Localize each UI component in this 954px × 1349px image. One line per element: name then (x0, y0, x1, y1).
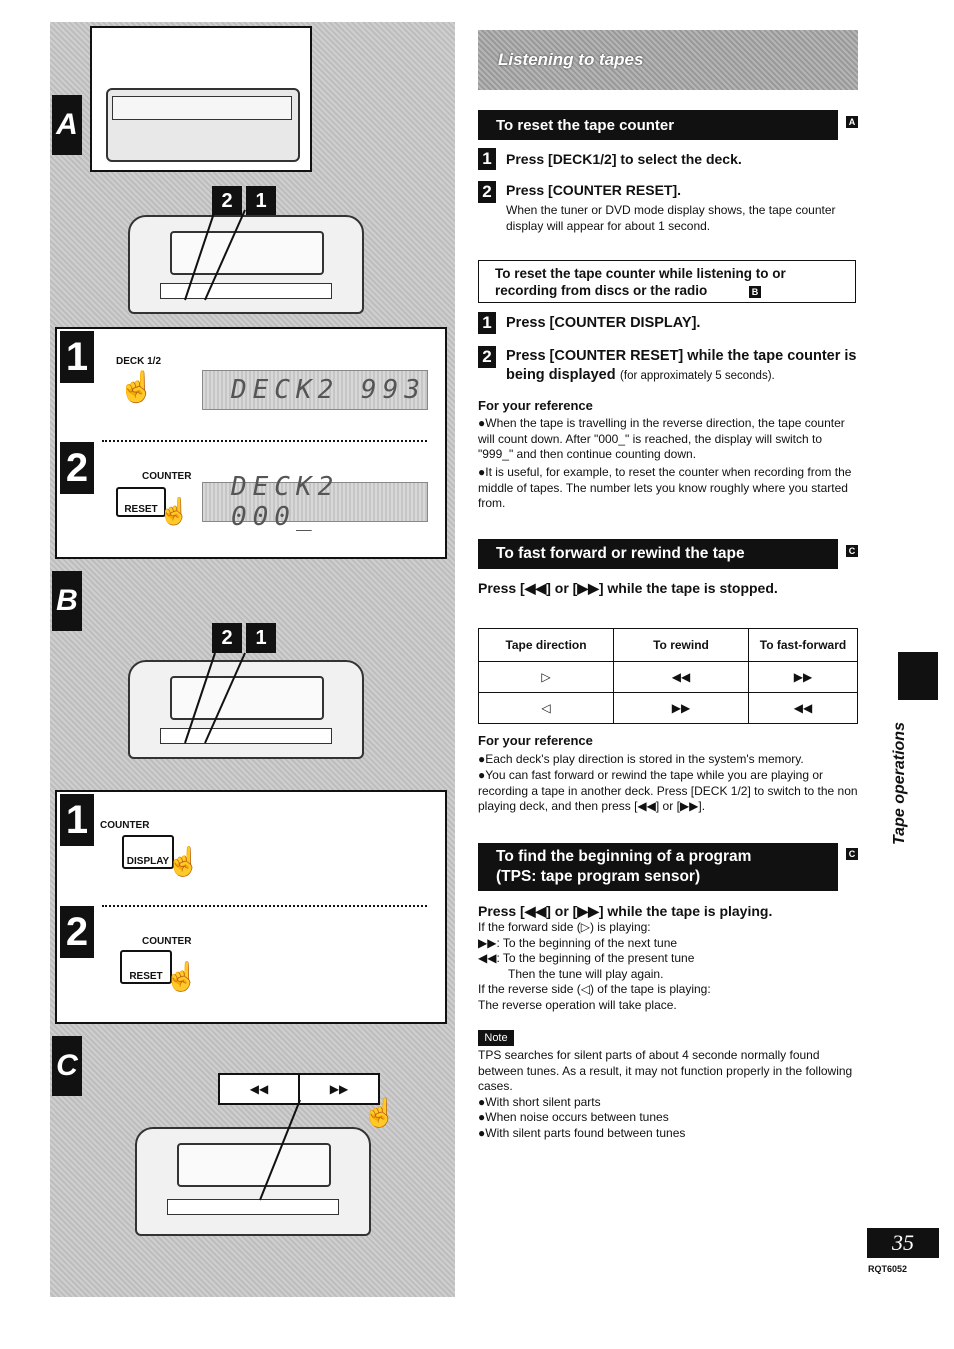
table-cell: ▷ (479, 662, 614, 693)
tps-heading-line2: (TPS: tape program sensor) (496, 868, 701, 885)
rewind-icon: ◀◀ (220, 1075, 300, 1103)
section-a-label: A (52, 95, 82, 155)
ref-tag-c: C (846, 545, 858, 557)
step-b2-number: 2 (60, 906, 94, 958)
tps-line: If the reverse side (◁) of the tape is playing: (478, 982, 711, 996)
radio-step1-number: 1 (478, 312, 496, 334)
tps-instruction: Press [◀◀] or [▶▶] while the tape is playing. (478, 903, 773, 919)
badge-step-1: 1 (246, 186, 276, 216)
reset-step1-number: 1 (478, 148, 496, 170)
divider-dots (102, 905, 427, 907)
tps-details (478, 920, 858, 1013)
badge-step-2: 2 (212, 186, 242, 216)
counter-label: COUNTER (142, 936, 192, 947)
table-cell: ◁ (479, 693, 614, 724)
section-banner (478, 30, 858, 90)
pointer-lines-b (180, 648, 260, 748)
reference-item: ●It is useful, for example, to reset the counter when recording from the middle of tapes. The number lets you know roughly where you started from. (478, 465, 852, 510)
tps-line: The reverse operation will take place. (478, 997, 677, 1012)
divider-dots (102, 440, 427, 442)
hand-press-icon: ☝ (164, 961, 199, 992)
chapter-tab-marker (898, 652, 938, 700)
chapter-side-label (885, 705, 925, 855)
hand-press-icon: ☝ (362, 1097, 397, 1128)
note-bullet: ●When noise occurs between tunes (478, 1110, 669, 1124)
fast-forward-icon: ▶▶ (329, 1082, 349, 1096)
reset-step1-text: Press [DECK1/2] to select the deck. (506, 151, 742, 167)
ff-rewind-heading: To fast forward or rewind the tape (478, 539, 838, 569)
reference-heading: For your reference (478, 398, 593, 413)
tps-heading-line1: To find the beginning of a program (496, 848, 752, 865)
counter-label: COUNTER (142, 471, 192, 482)
step-b1-number: 1 (60, 794, 94, 846)
step-a1-number: 1 (60, 331, 94, 383)
table-header-row (479, 629, 858, 662)
stereo-display-drawing (112, 96, 292, 120)
system-overview-illustration (90, 26, 312, 172)
counter-display-a1: DECK2 993 (202, 370, 428, 410)
step-a2-number: 2 (60, 442, 94, 494)
counter-reset-button: RESET (120, 950, 172, 984)
pointer-lines-a (180, 205, 260, 305)
tps-line: ▶▶: To the beginning of the next tune (478, 935, 678, 950)
radio-step2-main: Press [COUNTER RESET] while the tape counter is being displayed (506, 348, 857, 383)
reset-step2-note: When the tuner or DVD mode display shows, the tape counter display will appear for about 1 second. (506, 203, 836, 233)
ref-tag-a: A (846, 116, 858, 128)
reset-step2-text: Press [COUNTER RESET]. (506, 182, 682, 198)
banner-title: Listening to tapes (498, 50, 644, 69)
tps-heading (478, 843, 838, 891)
note-bullet: ●With short silent parts (478, 1094, 601, 1109)
note-bullet: ●With silent parts found between tunes (478, 1125, 686, 1140)
tps-line: If the forward side (▷) is playing: (478, 920, 651, 934)
tps-line: Then the tune will play again. (508, 966, 664, 981)
hand-press-icon: ☝ (166, 846, 201, 877)
section-b-label: B (52, 571, 82, 631)
table-cell: ▶▶ (749, 662, 858, 693)
page-number: 35 (867, 1228, 939, 1258)
table-row (479, 662, 858, 693)
ref-tag-c: C (846, 848, 858, 860)
ref-tag-b: B (749, 286, 761, 298)
hand-press-icon: ☝ (158, 496, 191, 526)
table-cell: ▶▶ (614, 693, 749, 724)
deck-button-label: DECK 1/2 (116, 356, 162, 367)
table-header: To fast-forward (749, 629, 858, 662)
counter-display-button: DISPLAY (122, 835, 174, 869)
direction-table (478, 628, 858, 724)
radio-step1-text: Press [COUNTER DISPLAY]. (506, 315, 701, 331)
counter-label: COUNTER (100, 820, 150, 831)
reset-radio-box (478, 260, 856, 303)
reference-item: ●When the tape is travelling in the reverse direction, the tape counter will count down. After "000_" is reached, the display will switch to "999_" and then continue counting down. (478, 416, 845, 461)
reset-radio-heading: To reset the tape counter while listening to or recording from discs or the radio (495, 266, 786, 298)
counter-display-a2: DECK2 000_ (202, 482, 428, 522)
badge-step-1: 1 (246, 623, 276, 653)
hand-press-icon: ☝ (118, 371, 156, 404)
table-row (479, 693, 858, 724)
pointer-lines-c (230, 1095, 310, 1205)
table-header: To rewind (614, 629, 749, 662)
reference-heading: For your reference (478, 733, 593, 748)
radio-step2-text (506, 346, 862, 386)
note-text: TPS searches for silent parts of about 4 seconde normally found between tunes. As a result, it may not function properly in the following cases. (478, 1048, 853, 1093)
radio-step2-duration: (for approximately 5 seconds). (620, 370, 775, 382)
ff-rewind-instruction: Press [◀◀] or [▶▶] while the tape is stopped. (478, 580, 778, 596)
reset-counter-heading: To reset the tape counter (478, 110, 838, 140)
badge-step-2: 2 (212, 623, 242, 653)
note-body (478, 1048, 860, 1141)
tps-line: ◀◀: To the beginning of the present tune (478, 951, 695, 965)
table-header: Tape direction (479, 629, 614, 662)
table-cell: ◀◀ (614, 662, 749, 693)
section-c-label: C (52, 1036, 82, 1096)
reference-item: ●Each deck's play direction is stored in the system's memory. (478, 752, 804, 766)
counter-reset-button: RESET (116, 487, 166, 517)
note-label: Note (478, 1030, 514, 1046)
document-code: RQT6052 (868, 1264, 908, 1274)
reset-step2-number: 2 (478, 181, 496, 203)
reference-item: ●You can fast forward or rewind the tape while you are playing or recording a tape in another deck. Press [DECK 1/2] to switch to the non playing deck, and then press [◀◀] or [▶▶]. (478, 768, 858, 813)
radio-step2-number: 2 (478, 346, 496, 368)
table-cell: ◀◀ (749, 693, 858, 724)
chapter-side-text: Tape operations (891, 722, 908, 845)
